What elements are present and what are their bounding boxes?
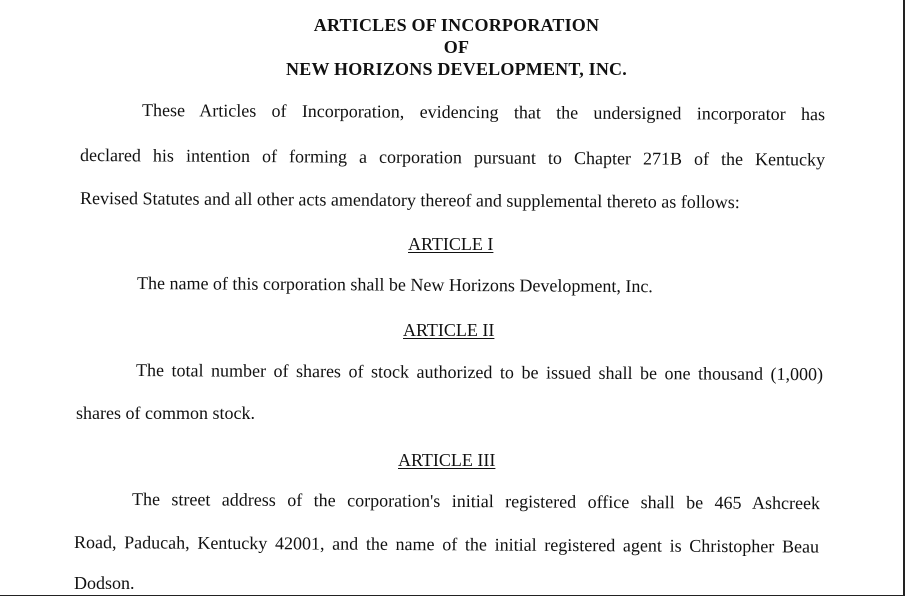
article-2-heading: ARTICLE II [403, 320, 495, 340]
article-2-line-1: The total number of shares of stock authorized to be issued shall be one thousand (1,000) [135, 360, 824, 385]
article-3-heading: ARTICLE III [398, 450, 496, 470]
preamble-line-2: declared his intention of forming a corporation pursuant to Chapter 271B of the Kentucky [79, 145, 826, 170]
document-title-line-2: OF [443, 37, 470, 57]
article-3-line-1: The street address of the corporation's initial registered office shall be 465 Ashcreek [131, 489, 821, 514]
document-title-line-1: ARTICLES OF INCORPORATION [313, 15, 600, 35]
article-1-heading: ARTICLE I [408, 234, 494, 254]
preamble-line-1: These Articles of Incorporation, evidencing that the undersigned incorporator has [141, 100, 826, 125]
document-title-line-3: NEW HORIZONS DEVELOPMENT, INC. [286, 59, 627, 79]
article-1-line-1: The name of this corporation shall be New Horizons Development, Inc. [136, 273, 653, 297]
article-3-line-2: Road, Paducah, Kentucky 42001, and the name of the initial registered agent is Christopher Beau [73, 532, 820, 557]
article-3-line-3: Dodson. [74, 573, 135, 593]
article-2-line-2: shares of common stock. [76, 403, 255, 423]
preamble-line-3: Revised Statutes and all other acts amendatory thereof and supplemental thereto as follows: [79, 188, 740, 213]
